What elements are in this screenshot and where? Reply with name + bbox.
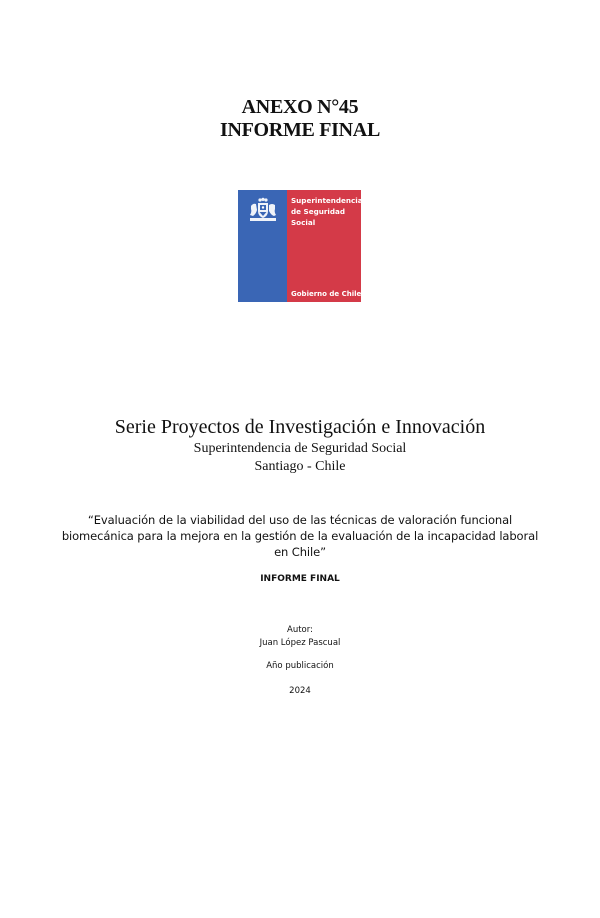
report-type: INFORME FINAL: [260, 574, 340, 584]
publication-year-label: Año publicación: [266, 661, 334, 671]
chile-coat-of-arms-icon: [248, 197, 278, 225]
publication-year: 2024: [289, 686, 311, 696]
report-title: [60, 512, 540, 560]
report-title-line: biomecánica para la mejora en la gestión de la evaluación de la incapacidad laboral: [61, 529, 539, 543]
author-label: Autor:: [287, 625, 313, 635]
report-title-line: “Evaluación de la viabilidad del uso de las técnicas de valoración funcional: [87, 513, 513, 527]
author-name: Juan López Pascual: [259, 638, 341, 648]
logo-blue-panel: [238, 190, 287, 302]
logo-name-line: Superintendencia: [291, 196, 363, 205]
series-location: Santiago - Chile: [254, 459, 346, 474]
report-title-line: en Chile”: [274, 545, 326, 559]
logo-name-line: Social: [291, 218, 316, 227]
series-info: [0, 440, 600, 476]
annex-number: ANEXO N°45: [241, 96, 359, 118]
header-report-type: INFORME FINAL: [220, 119, 380, 141]
logo-red-panel: [287, 190, 361, 302]
series-title: Serie Proyectos de Investigación e Innovación: [114, 416, 486, 438]
series-institution: Superintendencia de Seguridad Social: [193, 441, 407, 456]
logo-government-label: Gobierno de Chile: [291, 290, 362, 298]
logo-name-line: de Seguridad: [291, 207, 345, 216]
logo-institution-name: [291, 195, 363, 228]
document-header: [0, 96, 600, 142]
suseso-logo: [238, 190, 361, 302]
